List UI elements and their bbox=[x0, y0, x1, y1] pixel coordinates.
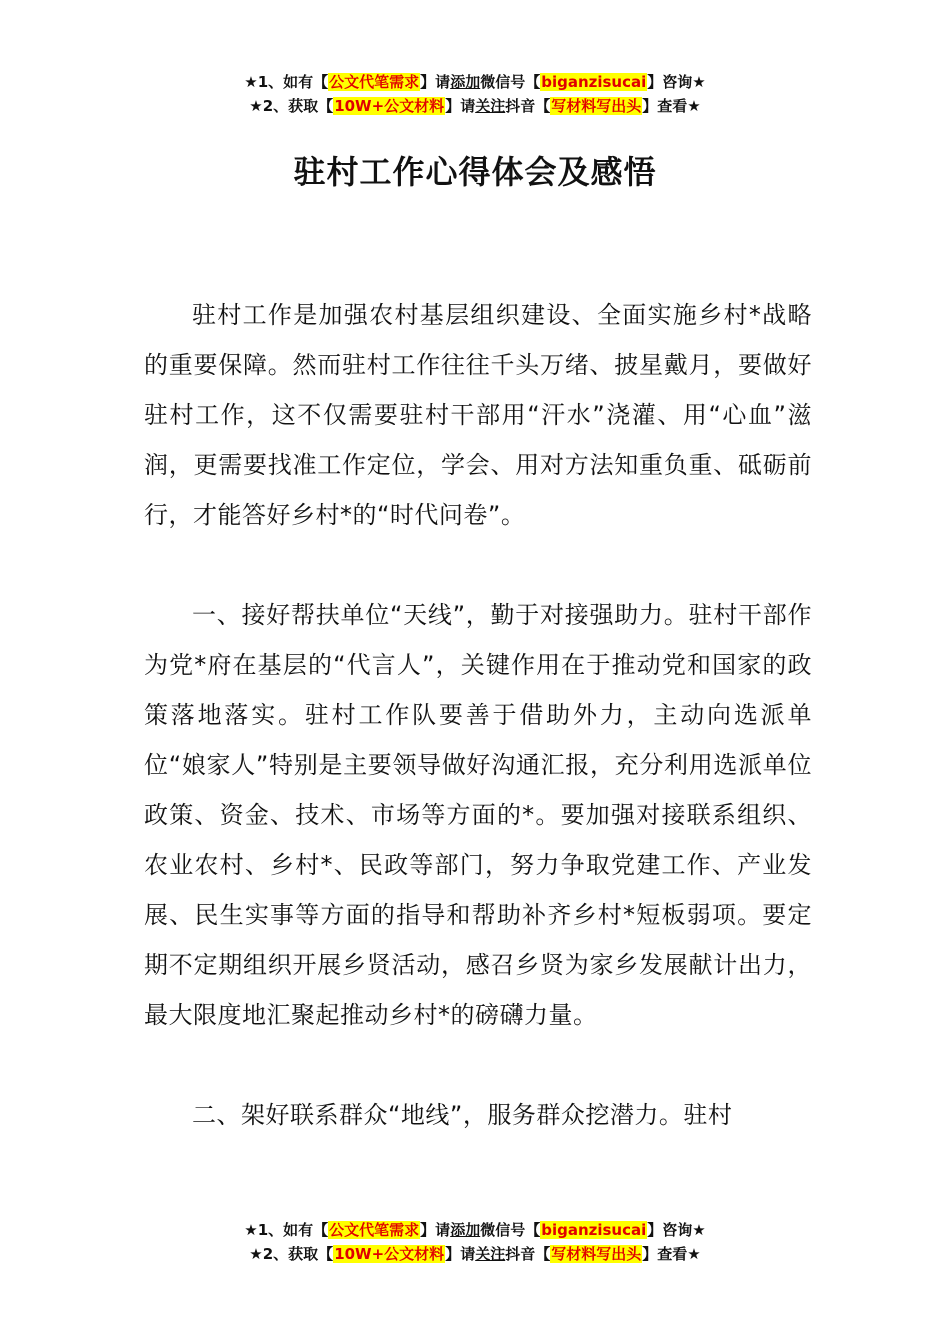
banner-line-1: ★1、如有【公文代笔需求】请添加微信号【biganzisucai】咨询★ bbox=[244, 73, 706, 91]
document-title: 驻村工作心得体会及感悟 bbox=[293, 153, 657, 191]
banner-line-2: ★2、获取【10W+公文材料】请关注抖音【写材料写出头】查看★ bbox=[249, 1245, 701, 1263]
wechat-id: biganzisucai bbox=[541, 1221, 647, 1239]
document-body bbox=[144, 290, 812, 1140]
banner-line-1: ★1、如有【公文代笔需求】请添加微信号【biganzisucai】咨询★ bbox=[244, 1221, 706, 1239]
wechat-id: biganzisucai bbox=[541, 73, 647, 91]
highlight-materials: 10W+公文材料 bbox=[334, 97, 445, 115]
paragraph-section-2: 二、架好联系群众“地线”，服务群众挖潜力。驻村 bbox=[192, 1101, 733, 1129]
highlight-service: 公文代笔需求 bbox=[329, 1221, 420, 1239]
douyin-account: 写材料写出头 bbox=[551, 1245, 642, 1263]
douyin-account: 写材料写出头 bbox=[551, 97, 642, 115]
footer-banner bbox=[0, 1218, 950, 1266]
paragraph-section-1: 一、接好帮扶单位“天线”，勤于对接强助力。驻村干部作为党*府在基层的“代言人”，关键作用在于推动党和国家的政策落地落实。驻村工作队要善于借助外力，主动向选派单位“娘家人”特别是主要领导做好沟通汇报，充分利用选派单位政策、资金、技术、市场等方面的*。要加强对接联系组织、农业农村、乡村*、民政等部门，努力争取党建工作、产业发展、民生实事等方面的指导和帮助补齐乡村*短板弱项。要定期不定期组织开展乡贤活动，感召乡贤为家乡发展献计出力，最大限度地汇聚起推动乡村*的磅礴力量。 bbox=[144, 601, 812, 1029]
banner-line-2: ★2、获取【10W+公文材料】请关注抖音【写材料写出头】查看★ bbox=[249, 97, 701, 115]
highlight-materials: 10W+公文材料 bbox=[334, 1245, 445, 1263]
paragraph-intro: 驻村工作是加强农村基层组织建设、全面实施乡村*战略的重要保障。然而驻村工作往往千头万绪、披星戴月，要做好驻村工作，这不仅需要驻村干部用“汗水”浇灌、用“心血”滋润，更需要找准工作定位，学会、用对方法知重负重、砥砺前行，才能答好乡村*的“时代问卷”。 bbox=[144, 301, 812, 529]
header-banner bbox=[0, 70, 950, 118]
highlight-service: 公文代笔需求 bbox=[329, 73, 420, 91]
